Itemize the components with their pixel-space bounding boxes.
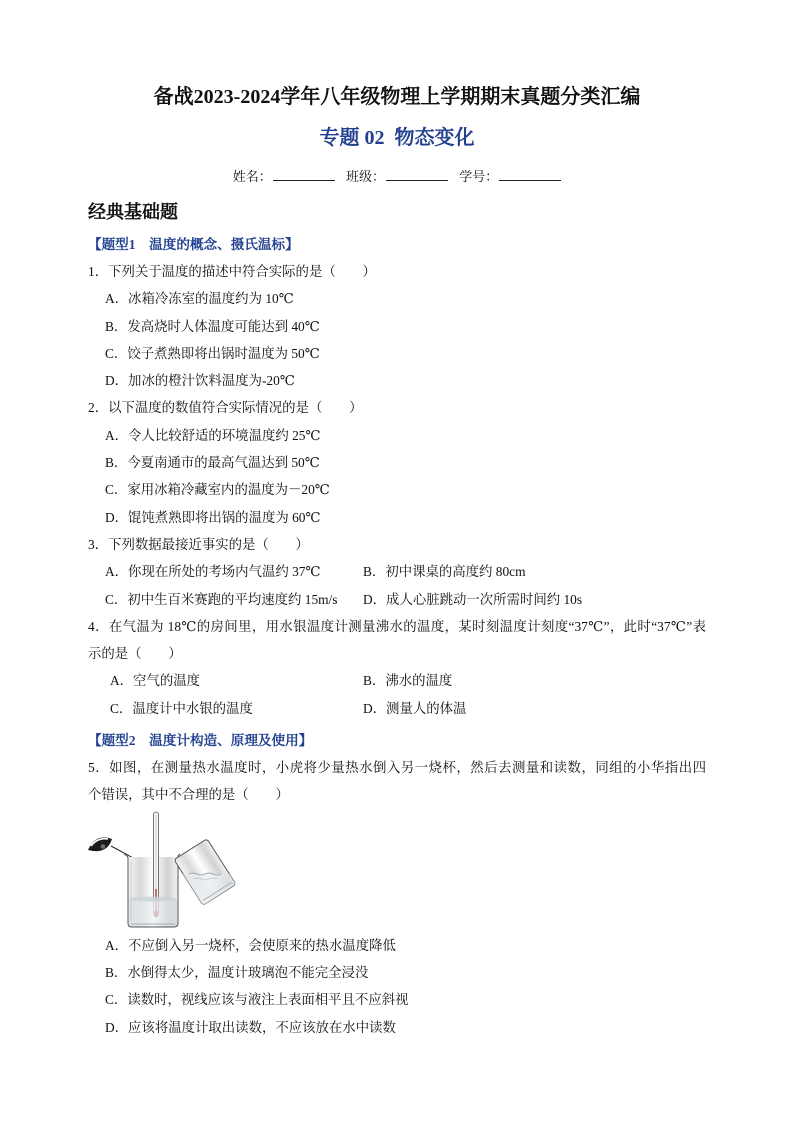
question-2-option-a: A．令人比较舒适的环境温度约 25℃ [105,427,321,443]
question-3-options-row-2 [88,586,706,613]
question-5-stem-line-2: 个错误，其中不合理的是（ ） [88,787,289,803]
question-5-option-d: D．应该将温度计取出读数，不应该放在水中读数 [105,1019,396,1035]
question-2-stem: 2．以下温度的数值符合实际情况的是（ ） [88,400,363,416]
name-label: 姓名： [232,169,272,184]
beaker-water [129,896,177,925]
question-3-option-a: A．你现在所处的考场内气温约 37℃ [105,564,321,580]
student-id-label: 学号： [459,169,499,184]
question-4-option-b: B．沸水的温度 [363,673,453,689]
question-1-option-b: B．发高烧时人体温度可能达到 40℃ [105,318,320,334]
question-4-options-row-1 [88,667,706,694]
tilted-beaker [170,838,245,913]
question-1-stem: 1．下列关于温度的描述中符合实际的是（ ） [88,264,376,279]
question-5-option-b: B．水倒得太少，温度计玻璃泡不能完全浸没 [105,964,369,980]
question-2-option-d: D．馄饨煮熟即将出锅的温度为 60℃ [105,509,321,525]
question-1-option-a: A．冰箱冷冻室的温度约为 10℃ [105,291,294,307]
question-5-stem-line-1: 5．如图，在测量热水温度时，小虎将少量热水倒入另一烧杯，然后去测量和读数，同组的小华指出四 [88,760,706,776]
document-title: 备战2023-2024学年八年级物理上学期期末真题分类汇编 [153,86,641,108]
question-5-option-a: A．不应倒入另一烧杯，会使原来的热水温度降低 [105,937,396,953]
question-1-option-d: D．加冰的橙汁饮料温度为-20℃ [105,373,295,389]
question-4-stem-line-2: 示的是（ ） [88,646,182,662]
question-4-options-row-2 [88,695,706,722]
question-5-figure [88,809,706,932]
student-info-line [0,165,794,188]
section-heading: 经典基础题 [88,202,178,222]
document-subtitle: 专题 02 物态变化 [319,127,475,149]
question-1-option-c: C．饺子煮熟即将出锅时温度为 50℃ [105,345,320,361]
question-5-option-c: C．读数时，视线应该与液注上表面相平且不应斜视 [105,992,409,1008]
eye-icon [88,837,112,851]
question-4-stem-line-1: 4．在气温为 18℃的房间里，用水银温度计测量沸水的温度，某时刻温度计刻度“37℃”，此时“37℃”表 [88,618,706,634]
question-3-option-b: B．初中课桌的高度约 80cm [363,564,526,580]
question-4-option-c: C．温度计中水银的温度 [110,700,253,716]
question-4-option-a: A．空气的温度 [110,673,201,689]
name-blank [273,165,335,181]
question-type-2-label: 【题型2 温度计构造、原理及使用】 [88,733,313,749]
question-2-option-b: B．今夏南通市的最高气温达到 50℃ [105,455,320,471]
question-2-option-c: C．家用冰箱冷藏室内的温度为－20℃ [105,482,330,498]
question-3-option-c: C．初中生百米赛跑的平均速度约 15m/s [105,591,338,607]
student-id-blank [499,165,561,181]
question-3-stem: 3．下列数据最接近事实的是（ ） [88,536,309,552]
question-4-option-d: D．测量人的体温 [363,700,467,716]
question-3-option-d: D．成人心脏跳动一次所需时间约 10s [363,591,583,607]
class-label: 班级： [345,169,385,184]
thermometer-experiment-illustration [85,809,245,932]
question-3-options-row-1 [88,558,706,585]
class-blank [386,165,448,181]
question-type-1-label: 【题型1 温度的概念、摄氏温标】 [88,237,299,252]
question-content [88,199,706,1041]
